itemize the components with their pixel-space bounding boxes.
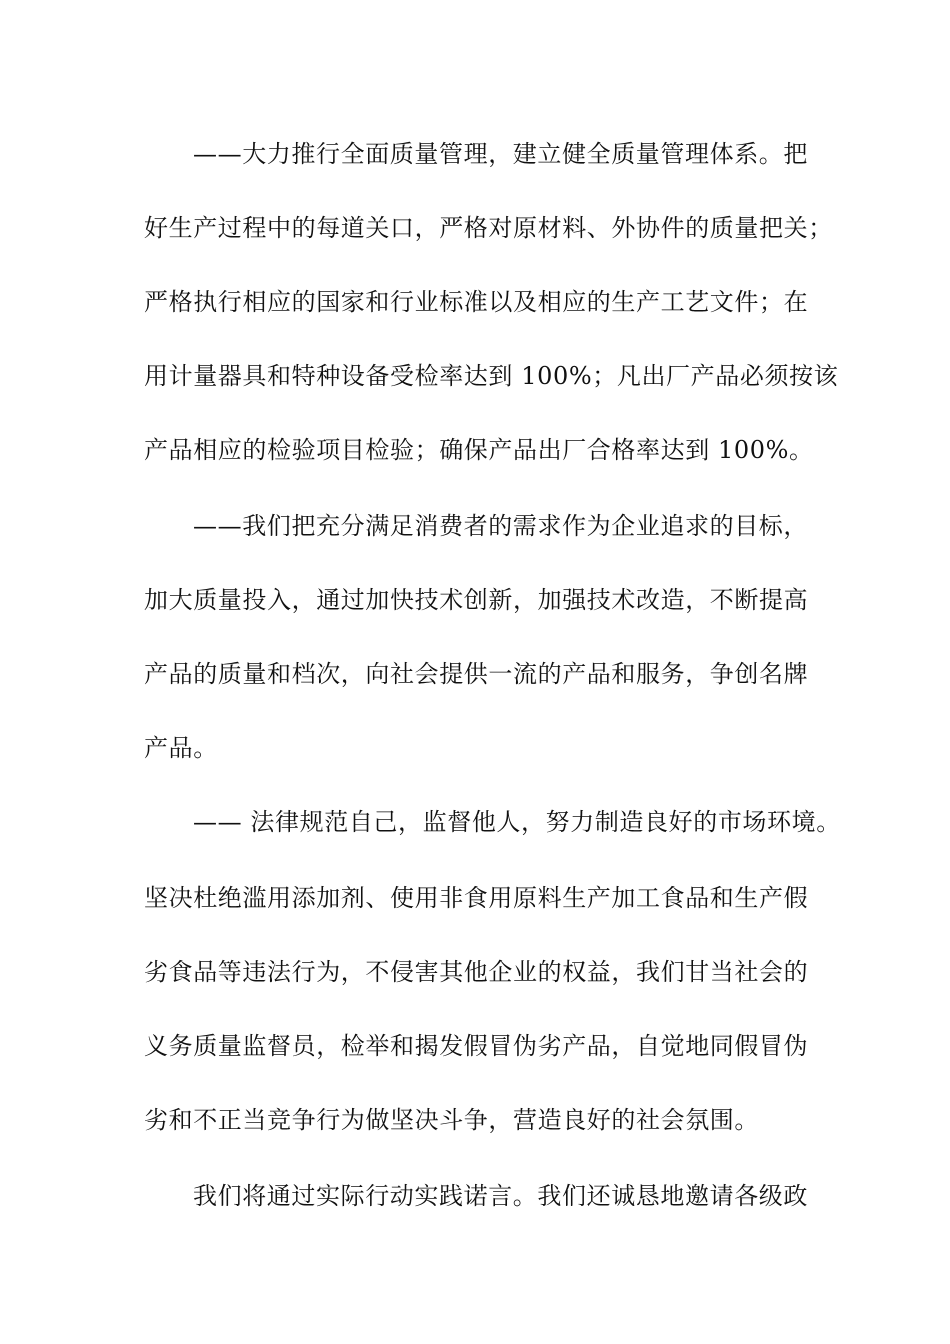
- text-line: 产品相应的检验项目检验；确保产品出厂合格率达到 100%。: [144, 436, 814, 464]
- text-line: —— 法律规范自己，监督他人，努力制造良好的市场环境。: [193, 808, 841, 836]
- text-line: ——大力推行全面质量管理，建立健全质量管理体系。把: [193, 140, 808, 168]
- text-line: 劣和不正当竞争行为做坚决斗争，营造良好的社会氛围。: [144, 1106, 759, 1134]
- text-line: 我们将通过实际行动实践诺言。我们还诚恳地邀请各级政: [193, 1182, 808, 1210]
- text-line: 严格执行相应的国家和行业标准以及相应的生产工艺文件；在: [144, 288, 809, 316]
- text-line: 义务质量监督员，检举和揭发假冒伪劣产品，自觉地同假冒伪: [144, 1032, 809, 1060]
- text-line: 加大质量投入，通过加快技术创新，加强技术改造，不断提高: [144, 586, 809, 614]
- text-line: 劣食品等违法行为，不侵害其他企业的权益，我们甘当社会的: [144, 958, 809, 986]
- text-line: 坚决杜绝滥用添加剂、使用非食用原料生产加工食品和生产假: [144, 884, 809, 912]
- text-line: 好生产过程中的每道关口，严格对原材料、外协件的质量把关；: [144, 214, 833, 242]
- text-line: 产品的质量和档次，向社会提供一流的产品和服务，争创名牌: [144, 660, 809, 688]
- text-line: ——我们把充分满足消费者的需求作为企业追求的目标，: [193, 512, 808, 540]
- text-line: 用计量器具和特种设备受检率达到 100%；凡出厂产品必须按该: [144, 362, 839, 390]
- text-line: 产品。: [144, 734, 218, 762]
